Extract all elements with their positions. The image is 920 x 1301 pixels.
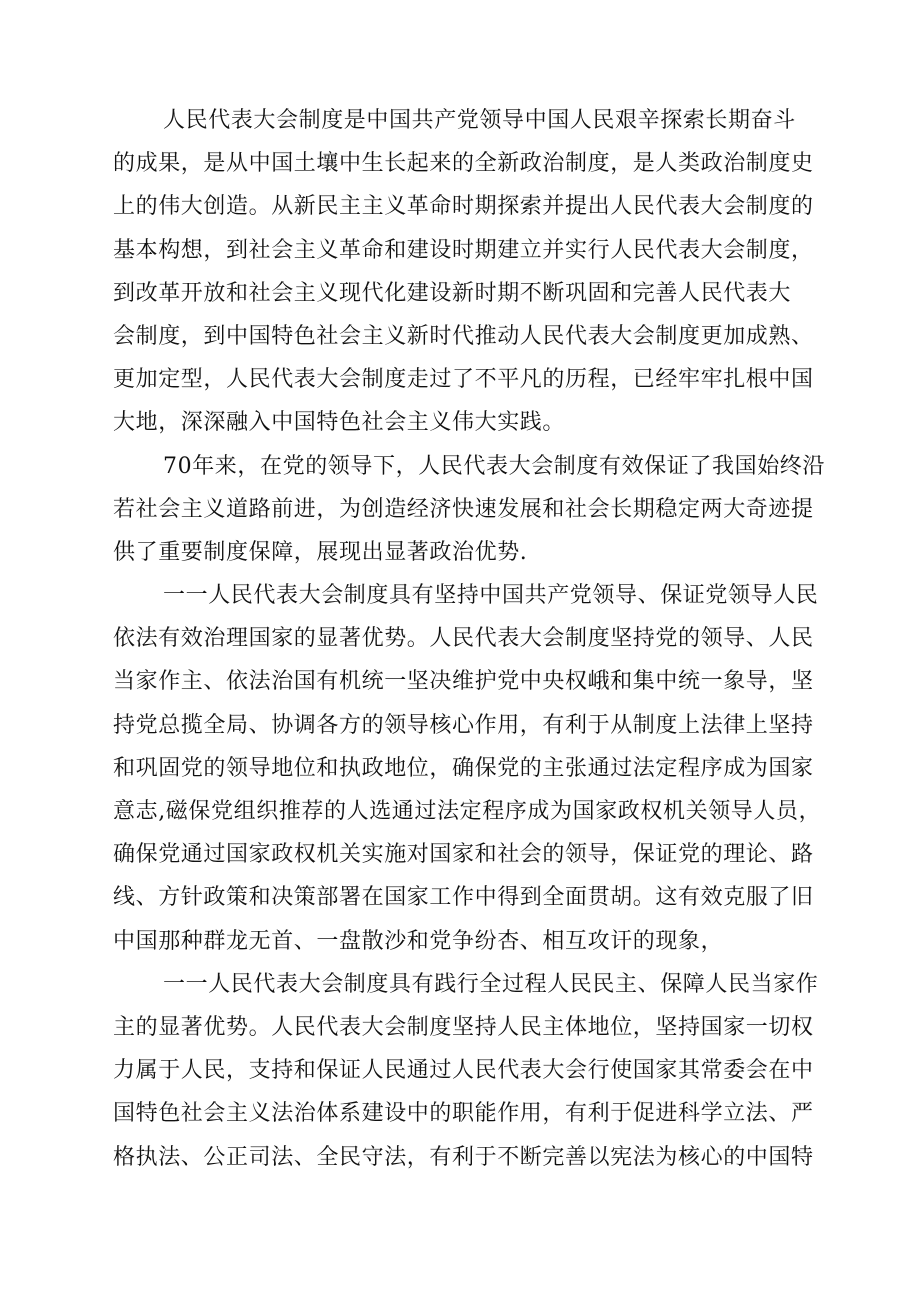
text-line: 一一人民代表大会制度具有坚持中国共产党领导、保证党领导人民 bbox=[163, 583, 819, 609]
text-line: 确保党通过国家政权机关实施对国家和社会的领导，保证党的理论、路 bbox=[113, 842, 814, 868]
text-line: 中国那种群龙无首、一盘散沙和党争纷杏、相互攻讦的现象， bbox=[113, 928, 724, 954]
text-line: 一一人民代表大会制度具有践行全过程人民民主、保障人民当家作 bbox=[163, 971, 819, 997]
text-line: 意志,磁保党组织推荐的人选通过法定程序成为国家政权机关领导人员， bbox=[113, 799, 822, 824]
text-line: 到改革开放和社会主义现代化建设新时期不断巩固和完善人民代表大 bbox=[113, 280, 792, 306]
text-line: 当家作主、依法治国有机统一坚决维护党中央权峨和集中统一象导，坚 bbox=[113, 669, 814, 695]
text-line: 力属于人民，支持和保证人民通过人民代表大会行使国家其常委会在中 bbox=[113, 1058, 814, 1084]
text-line: 供了重要制度保障，展现出显著政治优势. bbox=[113, 539, 528, 565]
text-line: 线、方针政策和决策部署在国家工作中得到全面贯胡。这有效克服了旧 bbox=[113, 885, 814, 911]
text-line: 和巩固党的领导地位和执政地位，确保党的主张通过法定程序成为国家 bbox=[113, 755, 814, 781]
text-line: 大地，深深融入中国特色社会主义伟大实践。 bbox=[113, 410, 566, 436]
text-line: 持党总揽全局、协调各方的领导核心作用，有利于从制度上法律上坚持 bbox=[113, 712, 814, 738]
text-line: 会制度，到中国特色社会主义新时代推动人民代表大会制度更加成熟、 bbox=[113, 323, 814, 349]
text-line: 依法有效治理国家的显著优势。人民代表大会制度坚持党的领导、人民 bbox=[113, 626, 814, 652]
text-line: 人民代表大会制度是中国共产党领导中国人民艰辛探索长期奋斗 bbox=[163, 108, 796, 133]
text-line: 70年来，在党的领导下，人民代表大会制度有效保证了我国始终沿 bbox=[163, 453, 825, 479]
text-line: 主的显著优势。人民代表大会制度坚持人民主体地位，坚持国家一切权 bbox=[113, 1014, 814, 1040]
text-line: 上的伟大创造。从新民主主义革命时期探索并提出人民代表大会制度的 bbox=[113, 194, 814, 220]
text-line: 格执法、公正司法、全民守法，有利于不断完善以宪法为核心的中国特 bbox=[113, 1144, 814, 1170]
text-line: 若社会主义道路前进，为创造经济快速发展和社会长期稳定两大奇迹提 bbox=[113, 496, 814, 522]
text-line: 基本构想，到社会主义革命和建设时期建立并实行人民代表大会制度， bbox=[113, 237, 814, 263]
text-line: 更加定型，人民代表大会制度走过了不平凡的历程，已经牢牢扎根中国 bbox=[113, 367, 814, 393]
text-line: 的成果，是从中国土壤中生长起来的全新政治制度，是人类政治制度史 bbox=[113, 151, 814, 177]
text-line: 国特色社会主义法治体系建设中的职能作用，有利于促进科学立法、严 bbox=[113, 1101, 814, 1127]
document-body bbox=[113, 99, 833, 1179]
